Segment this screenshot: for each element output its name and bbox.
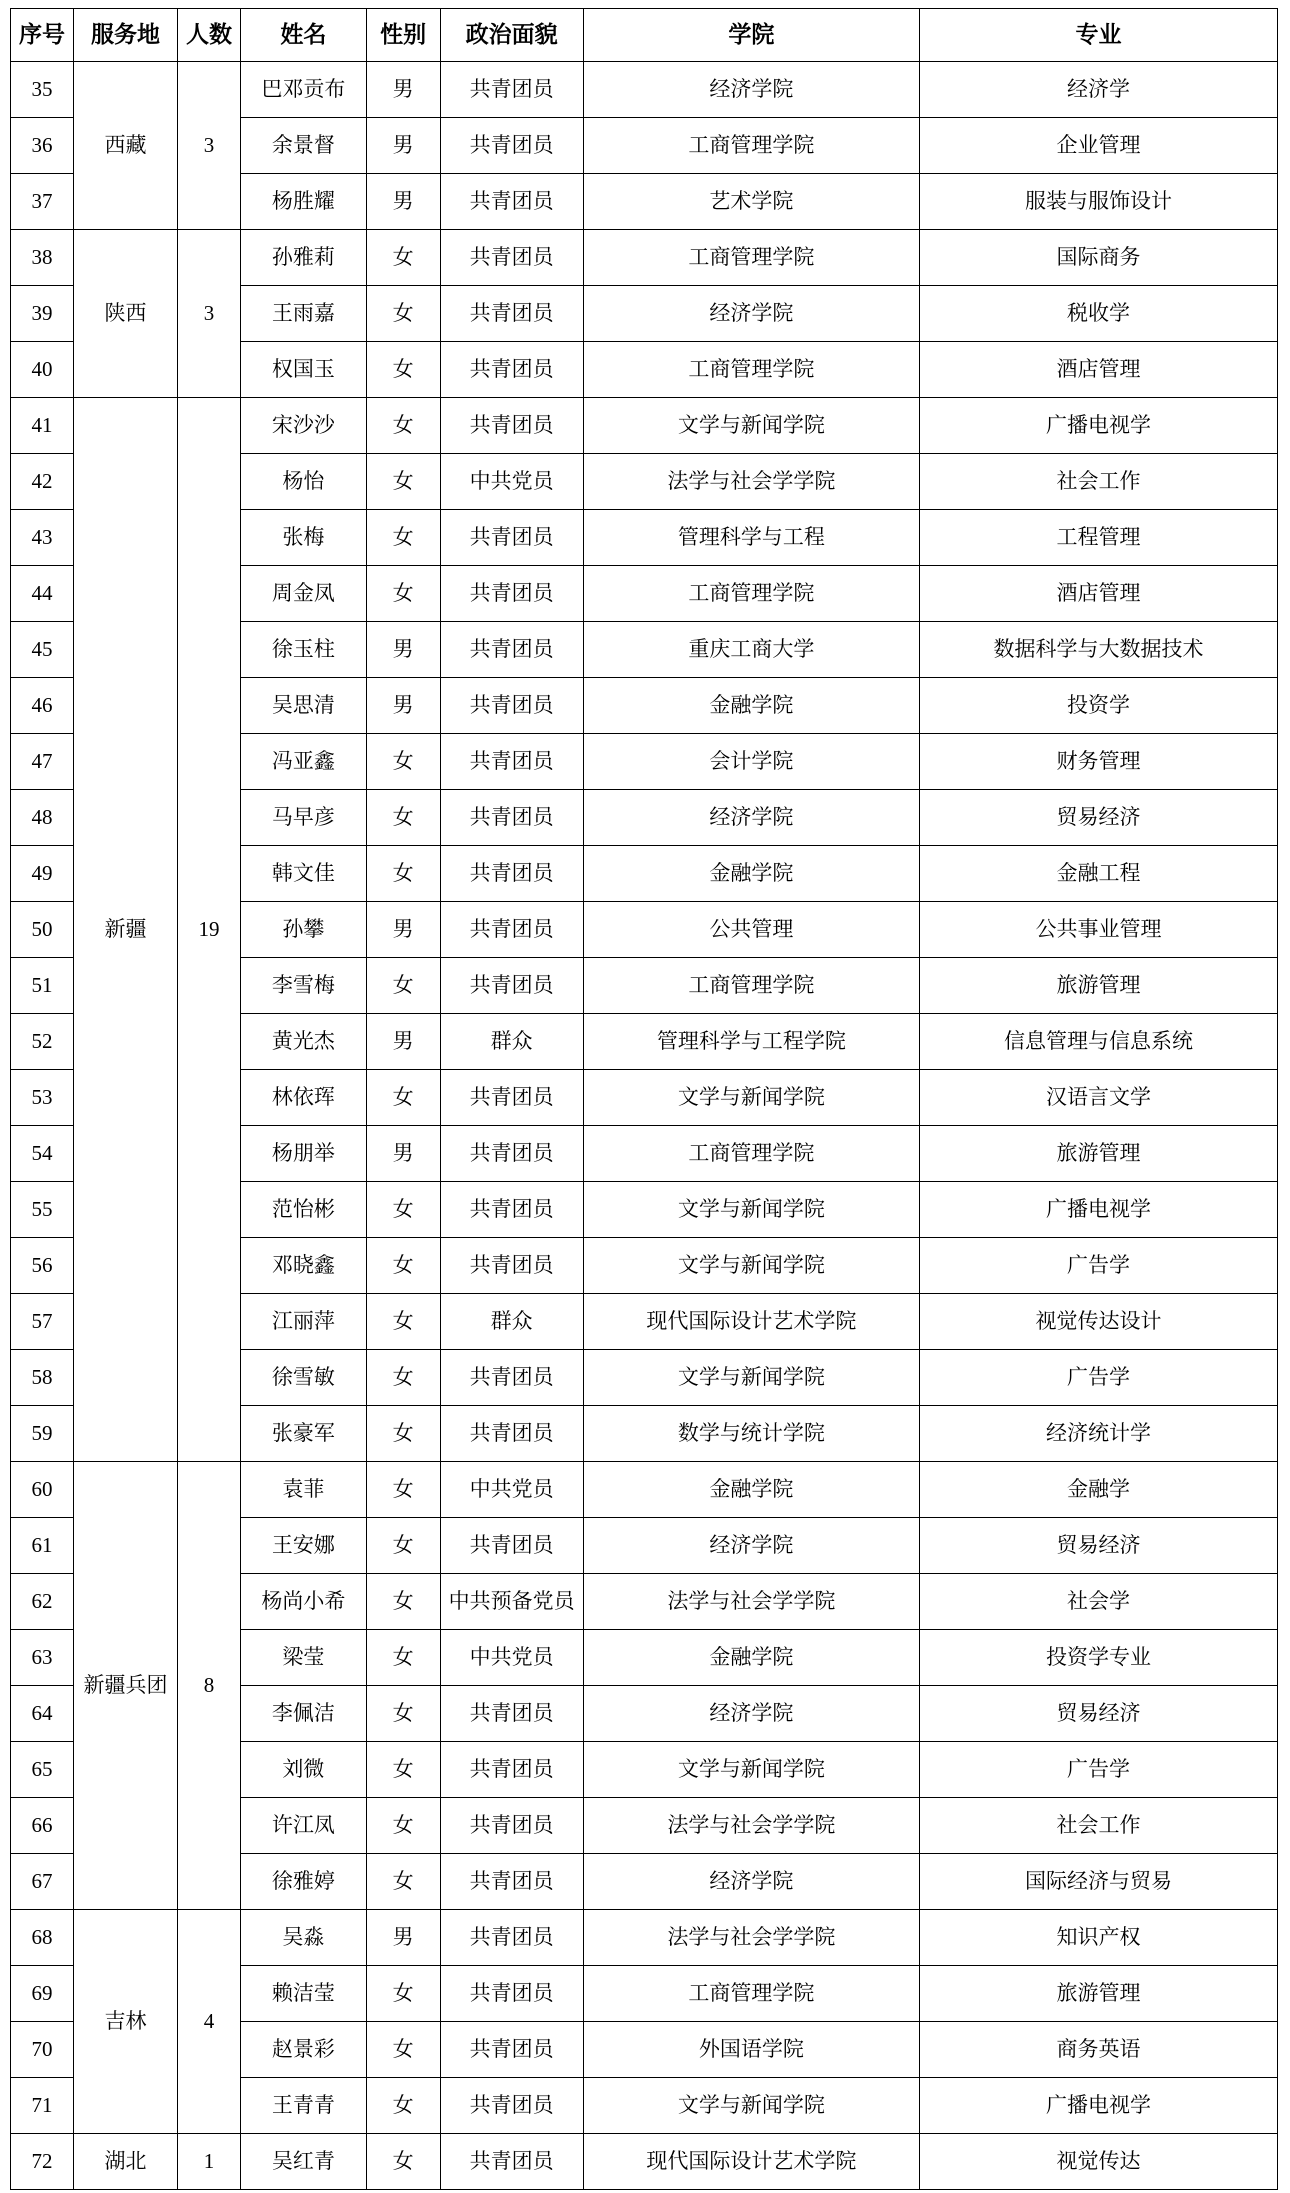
cell-party: 共青团员: [440, 398, 583, 454]
cell-name: 林依珲: [240, 1070, 366, 1126]
cell-gender: 女: [366, 1742, 440, 1798]
cell-party: 共青团员: [440, 1238, 583, 1294]
cell-name: 王青青: [240, 2078, 366, 2134]
cell-college: 法学与社会学学院: [583, 1910, 919, 1966]
cell-party: 共青团员: [440, 1406, 583, 1462]
cell-college: 法学与社会学学院: [583, 1798, 919, 1854]
cell-college: 公共管理: [583, 902, 919, 958]
cell-party: 共青团员: [440, 1910, 583, 1966]
cell-index: 46: [11, 678, 74, 734]
cell-name: 李雪梅: [240, 958, 366, 1014]
cell-name: 韩文佳: [240, 846, 366, 902]
column-header-region: 服务地: [73, 9, 177, 62]
cell-index: 52: [11, 1014, 74, 1070]
cell-name: 王雨嘉: [240, 286, 366, 342]
cell-index: 41: [11, 398, 74, 454]
cell-college: 金融学院: [583, 1462, 919, 1518]
cell-major: 酒店管理: [919, 342, 1277, 398]
cell-gender: 女: [366, 1966, 440, 2022]
cell-name: 权国玉: [240, 342, 366, 398]
cell-index: 42: [11, 454, 74, 510]
cell-index: 39: [11, 286, 74, 342]
cell-college: 文学与新闻学院: [583, 2078, 919, 2134]
cell-region: 新疆兵团: [73, 1462, 177, 1910]
cell-gender: 女: [366, 2022, 440, 2078]
cell-major: 旅游管理: [919, 1966, 1277, 2022]
cell-index: 35: [11, 62, 74, 118]
cell-name: 杨朋举: [240, 1126, 366, 1182]
cell-party: 共青团员: [440, 1126, 583, 1182]
cell-index: 47: [11, 734, 74, 790]
cell-index: 65: [11, 1742, 74, 1798]
cell-name: 杨胜耀: [240, 174, 366, 230]
cell-name: 赵景彩: [240, 2022, 366, 2078]
cell-major: 社会学: [919, 1574, 1277, 1630]
cell-name: 李佩洁: [240, 1686, 366, 1742]
cell-major: 经济学: [919, 62, 1277, 118]
cell-college: 金融学院: [583, 678, 919, 734]
cell-gender: 女: [366, 1182, 440, 1238]
cell-college: 艺术学院: [583, 174, 919, 230]
cell-major: 广播电视学: [919, 1182, 1277, 1238]
cell-party: 共青团员: [440, 1686, 583, 1742]
cell-gender: 男: [366, 62, 440, 118]
cell-major: 社会工作: [919, 454, 1277, 510]
cell-party: 共青团员: [440, 566, 583, 622]
cell-major: 视觉传达设计: [919, 1294, 1277, 1350]
cell-region: 新疆: [73, 398, 177, 1462]
cell-major: 信息管理与信息系统: [919, 1014, 1277, 1070]
cell-gender: 男: [366, 622, 440, 678]
cell-count: 1: [178, 2134, 241, 2190]
cell-region: 陕西: [73, 230, 177, 398]
cell-gender: 男: [366, 1126, 440, 1182]
cell-party: 共青团员: [440, 734, 583, 790]
cell-name: 马早彦: [240, 790, 366, 846]
cell-index: 44: [11, 566, 74, 622]
cell-name: 吴红青: [240, 2134, 366, 2190]
cell-gender: 女: [366, 1406, 440, 1462]
cell-major: 旅游管理: [919, 958, 1277, 1014]
cell-gender: 女: [366, 2078, 440, 2134]
cell-major: 视觉传达: [919, 2134, 1277, 2190]
cell-index: 70: [11, 2022, 74, 2078]
cell-party: 共青团员: [440, 174, 583, 230]
cell-college: 经济学院: [583, 286, 919, 342]
cell-party: 共青团员: [440, 1518, 583, 1574]
cell-gender: 女: [366, 846, 440, 902]
cell-index: 63: [11, 1630, 74, 1686]
cell-count: 19: [178, 398, 241, 1462]
cell-party: 共青团员: [440, 790, 583, 846]
cell-name: 徐雪敏: [240, 1350, 366, 1406]
cell-gender: 女: [366, 230, 440, 286]
cell-index: 60: [11, 1462, 74, 1518]
cell-major: 贸易经济: [919, 790, 1277, 846]
cell-major: 知识产权: [919, 1910, 1277, 1966]
cell-gender: 男: [366, 678, 440, 734]
cell-index: 45: [11, 622, 74, 678]
cell-major: 贸易经济: [919, 1686, 1277, 1742]
cell-major: 金融工程: [919, 846, 1277, 902]
cell-party: 共青团员: [440, 118, 583, 174]
cell-name: 刘微: [240, 1742, 366, 1798]
cell-gender: 女: [366, 1798, 440, 1854]
cell-gender: 女: [366, 1518, 440, 1574]
cell-count: 4: [178, 1910, 241, 2134]
cell-major: 国际经济与贸易: [919, 1854, 1277, 1910]
cell-party: 共青团员: [440, 62, 583, 118]
cell-college: 金融学院: [583, 846, 919, 902]
cell-college: 文学与新闻学院: [583, 1182, 919, 1238]
cell-college: 文学与新闻学院: [583, 1070, 919, 1126]
cell-name: 吴淼: [240, 1910, 366, 1966]
cell-name: 孙雅莉: [240, 230, 366, 286]
cell-party: 共青团员: [440, 2134, 583, 2190]
cell-party: 共青团员: [440, 1798, 583, 1854]
cell-party: 共青团员: [440, 1070, 583, 1126]
cell-college: 文学与新闻学院: [583, 398, 919, 454]
cell-name: 冯亚鑫: [240, 734, 366, 790]
cell-party: 共青团员: [440, 1350, 583, 1406]
cell-major: 广告学: [919, 1742, 1277, 1798]
cell-gender: 女: [366, 1854, 440, 1910]
cell-party: 共青团员: [440, 286, 583, 342]
cell-college: 工商管理学院: [583, 342, 919, 398]
cell-index: 40: [11, 342, 74, 398]
cell-gender: 男: [366, 1910, 440, 1966]
cell-college: 经济学院: [583, 1686, 919, 1742]
cell-gender: 男: [366, 174, 440, 230]
cell-name: 江丽萍: [240, 1294, 366, 1350]
cell-gender: 女: [366, 2134, 440, 2190]
cell-index: 72: [11, 2134, 74, 2190]
cell-index: 55: [11, 1182, 74, 1238]
cell-party: 共青团员: [440, 2022, 583, 2078]
cell-index: 61: [11, 1518, 74, 1574]
cell-index: 62: [11, 1574, 74, 1630]
cell-index: 36: [11, 118, 74, 174]
cell-party: 共青团员: [440, 902, 583, 958]
cell-party: 共青团员: [440, 678, 583, 734]
cell-name: 孙攀: [240, 902, 366, 958]
cell-name: 范怡彬: [240, 1182, 366, 1238]
cell-name: 邓晓鑫: [240, 1238, 366, 1294]
cell-college: 经济学院: [583, 1854, 919, 1910]
cell-party: 共青团员: [440, 1854, 583, 1910]
cell-count: 3: [178, 230, 241, 398]
cell-college: 工商管理学院: [583, 1966, 919, 2022]
table-header: [11, 9, 1278, 62]
cell-gender: 女: [366, 1238, 440, 1294]
cell-college: 工商管理学院: [583, 118, 919, 174]
cell-name: 杨怡: [240, 454, 366, 510]
cell-name: 张梅: [240, 510, 366, 566]
table-row: [11, 230, 1278, 286]
cell-college: 管理科学与工程: [583, 510, 919, 566]
cell-major: 社会工作: [919, 1798, 1277, 1854]
cell-name: 杨尚小希: [240, 1574, 366, 1630]
header-row: [11, 9, 1278, 62]
column-header-name: 姓名: [240, 9, 366, 62]
cell-major: 广告学: [919, 1238, 1277, 1294]
cell-region: 湖北: [73, 2134, 177, 2190]
cell-major: 金融学: [919, 1462, 1277, 1518]
cell-party: 共青团员: [440, 342, 583, 398]
cell-major: 广播电视学: [919, 398, 1277, 454]
cell-name: 梁莹: [240, 1630, 366, 1686]
cell-gender: 女: [366, 1350, 440, 1406]
table-row: [11, 1462, 1278, 1518]
cell-index: 64: [11, 1686, 74, 1742]
cell-index: 71: [11, 2078, 74, 2134]
cell-college: 文学与新闻学院: [583, 1350, 919, 1406]
table-body: [11, 62, 1278, 2190]
cell-college: 文学与新闻学院: [583, 1238, 919, 1294]
cell-index: 66: [11, 1798, 74, 1854]
cell-gender: 女: [366, 286, 440, 342]
cell-major: 广播电视学: [919, 2078, 1277, 2134]
column-header-college: 学院: [583, 9, 919, 62]
cell-name: 巴邓贡布: [240, 62, 366, 118]
cell-name: 余景督: [240, 118, 366, 174]
cell-gender: 女: [366, 958, 440, 1014]
cell-college: 工商管理学院: [583, 958, 919, 1014]
cell-party: 共青团员: [440, 846, 583, 902]
cell-major: 经济统计学: [919, 1406, 1277, 1462]
volunteer-roster-table: [10, 8, 1278, 2190]
cell-major: 汉语言文学: [919, 1070, 1277, 1126]
cell-region: 吉林: [73, 1910, 177, 2134]
cell-party: 中共党员: [440, 1630, 583, 1686]
cell-party: 共青团员: [440, 1742, 583, 1798]
cell-index: 50: [11, 902, 74, 958]
cell-name: 徐雅婷: [240, 1854, 366, 1910]
cell-party: 中共党员: [440, 1462, 583, 1518]
cell-index: 37: [11, 174, 74, 230]
cell-name: 徐玉柱: [240, 622, 366, 678]
cell-college: 工商管理学院: [583, 566, 919, 622]
cell-party: 共青团员: [440, 958, 583, 1014]
cell-major: 旅游管理: [919, 1126, 1277, 1182]
cell-college: 工商管理学院: [583, 1126, 919, 1182]
cell-major: 数据科学与大数据技术: [919, 622, 1277, 678]
cell-name: 许江凤: [240, 1798, 366, 1854]
table-row: [11, 1910, 1278, 1966]
cell-index: 49: [11, 846, 74, 902]
cell-gender: 女: [366, 398, 440, 454]
cell-college: 外国语学院: [583, 2022, 919, 2078]
cell-college: 经济学院: [583, 62, 919, 118]
table-row: [11, 2134, 1278, 2190]
cell-gender: 女: [366, 510, 440, 566]
cell-college: 数学与统计学院: [583, 1406, 919, 1462]
cell-name: 张豪军: [240, 1406, 366, 1462]
cell-college: 经济学院: [583, 790, 919, 846]
cell-college: 重庆工商大学: [583, 622, 919, 678]
cell-major: 公共事业管理: [919, 902, 1277, 958]
cell-index: 43: [11, 510, 74, 566]
cell-name: 王安娜: [240, 1518, 366, 1574]
table-row: [11, 62, 1278, 118]
cell-party: 共青团员: [440, 230, 583, 286]
cell-party: 中共预备党员: [440, 1574, 583, 1630]
cell-college: 法学与社会学学院: [583, 1574, 919, 1630]
cell-gender: 女: [366, 454, 440, 510]
cell-party: 群众: [440, 1014, 583, 1070]
cell-gender: 女: [366, 1686, 440, 1742]
cell-name: 黄光杰: [240, 1014, 366, 1070]
cell-college: 工商管理学院: [583, 230, 919, 286]
cell-major: 工程管理: [919, 510, 1277, 566]
cell-major: 企业管理: [919, 118, 1277, 174]
cell-major: 广告学: [919, 1350, 1277, 1406]
cell-college: 法学与社会学学院: [583, 454, 919, 510]
cell-party: 中共党员: [440, 454, 583, 510]
cell-gender: 女: [366, 1070, 440, 1126]
cell-major: 国际商务: [919, 230, 1277, 286]
cell-college: 现代国际设计艺术学院: [583, 2134, 919, 2190]
cell-name: 周金凤: [240, 566, 366, 622]
cell-index: 48: [11, 790, 74, 846]
cell-gender: 女: [366, 342, 440, 398]
cell-major: 投资学专业: [919, 1630, 1277, 1686]
cell-index: 51: [11, 958, 74, 1014]
cell-index: 68: [11, 1910, 74, 1966]
cell-gender: 男: [366, 1014, 440, 1070]
cell-count: 8: [178, 1462, 241, 1910]
cell-party: 共青团员: [440, 622, 583, 678]
cell-major: 商务英语: [919, 2022, 1277, 2078]
cell-major: 贸易经济: [919, 1518, 1277, 1574]
cell-gender: 女: [366, 790, 440, 846]
cell-index: 67: [11, 1854, 74, 1910]
cell-index: 53: [11, 1070, 74, 1126]
table-row: [11, 398, 1278, 454]
cell-count: 3: [178, 62, 241, 230]
cell-index: 59: [11, 1406, 74, 1462]
cell-gender: 女: [366, 566, 440, 622]
cell-party: 共青团员: [440, 1182, 583, 1238]
cell-major: 投资学: [919, 678, 1277, 734]
cell-college: 会计学院: [583, 734, 919, 790]
cell-college: 文学与新闻学院: [583, 1742, 919, 1798]
cell-index: 69: [11, 1966, 74, 2022]
cell-index: 38: [11, 230, 74, 286]
cell-gender: 女: [366, 1294, 440, 1350]
cell-index: 57: [11, 1294, 74, 1350]
column-header-gender: 性别: [366, 9, 440, 62]
cell-college: 现代国际设计艺术学院: [583, 1294, 919, 1350]
cell-major: 服装与服饰设计: [919, 174, 1277, 230]
cell-name: 袁菲: [240, 1462, 366, 1518]
cell-party: 群众: [440, 1294, 583, 1350]
cell-gender: 男: [366, 902, 440, 958]
cell-college: 金融学院: [583, 1630, 919, 1686]
cell-index: 58: [11, 1350, 74, 1406]
cell-party: 共青团员: [440, 2078, 583, 2134]
cell-party: 共青团员: [440, 510, 583, 566]
cell-college: 管理科学与工程学院: [583, 1014, 919, 1070]
cell-gender: 女: [366, 1574, 440, 1630]
column-header-count: 人数: [178, 9, 241, 62]
column-header-party: 政治面貌: [440, 9, 583, 62]
column-header-major: 专业: [919, 9, 1277, 62]
cell-major: 酒店管理: [919, 566, 1277, 622]
cell-name: 赖洁莹: [240, 1966, 366, 2022]
cell-college: 经济学院: [583, 1518, 919, 1574]
cell-index: 54: [11, 1126, 74, 1182]
cell-party: 共青团员: [440, 1966, 583, 2022]
cell-index: 56: [11, 1238, 74, 1294]
cell-gender: 女: [366, 1630, 440, 1686]
cell-major: 财务管理: [919, 734, 1277, 790]
cell-gender: 男: [366, 118, 440, 174]
cell-major: 税收学: [919, 286, 1277, 342]
cell-gender: 女: [366, 1462, 440, 1518]
cell-gender: 女: [366, 734, 440, 790]
cell-name: 宋沙沙: [240, 398, 366, 454]
cell-region: 西藏: [73, 62, 177, 230]
cell-name: 吴思清: [240, 678, 366, 734]
column-header-index: 序号: [11, 9, 74, 62]
